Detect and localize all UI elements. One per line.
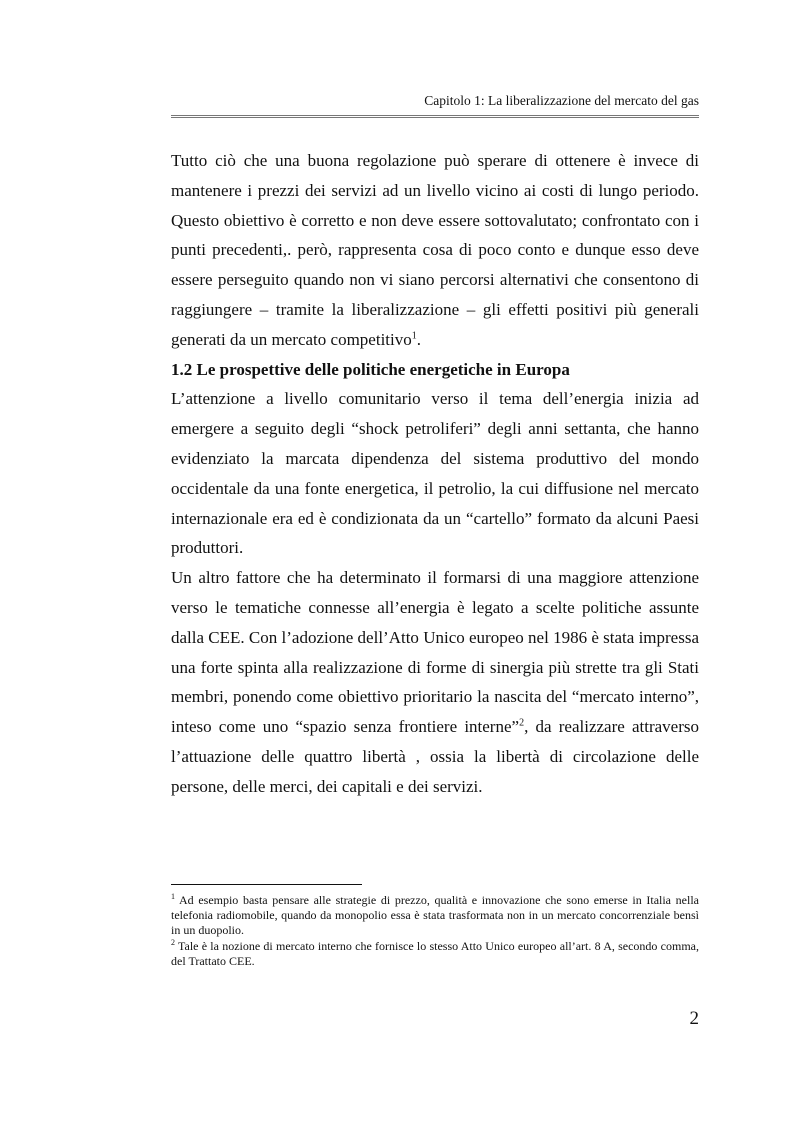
paragraph-3-end: , da realizzare attraverso l’attuazione delle quattro libertà , ossia la libertà di circolazione delle persone, delle merci, dei capitali e dei servizi. bbox=[171, 717, 699, 796]
header-rule bbox=[171, 115, 699, 118]
running-header: Capitolo 1: La liberalizzazione del mercato del gas bbox=[424, 93, 699, 108]
footnote-1-text: Ad esempio basta pensare alle strategie di prezzo, qualità e innovazione che sono emerse in Italia nella telefonia radiomobile, quando da monopolio essa è stata trasformata non in un mercato concorrenziale bensì in un duopolio. bbox=[171, 893, 699, 938]
paragraph-1 bbox=[171, 146, 699, 355]
footnotes bbox=[171, 893, 699, 969]
footnote-2 bbox=[171, 939, 699, 969]
paragraph-3-text: Un altro fattore che ha determinato il formarsi di una maggiore attenzione verso le tematiche connesse all’energia è legato a scelte politiche assunte dalla CEE. Con l’adozione dell’Atto Unico europeo nel 1986 è stata impressa una forte spinta alla realizzazione di forme di sinergia più strette tra gli Stati membri, ponendo come obiettivo prioritario la nascita del “mercato interno”, inteso come uno “spazio senza frontiere interne” bbox=[171, 568, 699, 737]
paragraph-1-text: Tutto ciò che una buona regolazione può sperare di ottenere è invece di mantenere i prezzi dei servizi ad un livello vicino ai costi di lungo periodo. Questo obiettivo è corretto e non deve essere sottovalutato; confrontato con i punti precedenti,. però, rappresenta cosa di poco conto e dunque esso deve essere perseguito quando non vi siano percorsi alternativi che consentono di raggiungere – tramite la liberalizzazione – gli effetti positivi più generali generati da un mercato competitivo bbox=[171, 151, 699, 349]
paragraph-1-end: . bbox=[416, 329, 421, 349]
footnote-ref-2: 2 bbox=[519, 717, 525, 729]
main-text bbox=[171, 146, 699, 802]
page-number: 2 bbox=[689, 1008, 699, 1029]
paragraph-2: L’attenzione a livello comunitario verso il tema dell’energia inizia ad emergere a seguito degli “shock petroliferi” degli anni settanta, che hanno evidenziato la marcata dipendenza del sistema produttivo del mondo occidentale da una fonte energetica, il petrolio, la cui diffusione nel mercato internazionale era ed è condizionata da un “cartello” formato da alcuni Paesi produttori. bbox=[171, 389, 699, 558]
footnote-2-text: Tale è la nozione di mercato interno che fornisce lo stesso Atto Unico europeo all’art. 8 A, secondo comma, del Trattato CEE. bbox=[171, 938, 699, 968]
paragraph-3 bbox=[171, 563, 699, 801]
section-heading: 1.2 Le prospettive delle politiche energetiche in Europa bbox=[171, 359, 570, 379]
footnote-1-marker: 1 bbox=[171, 892, 175, 901]
footnote-rule bbox=[171, 884, 362, 885]
footnote-ref-1: 1 bbox=[411, 330, 417, 342]
footnote-2-marker: 2 bbox=[171, 937, 175, 947]
footnote-1 bbox=[171, 893, 699, 939]
